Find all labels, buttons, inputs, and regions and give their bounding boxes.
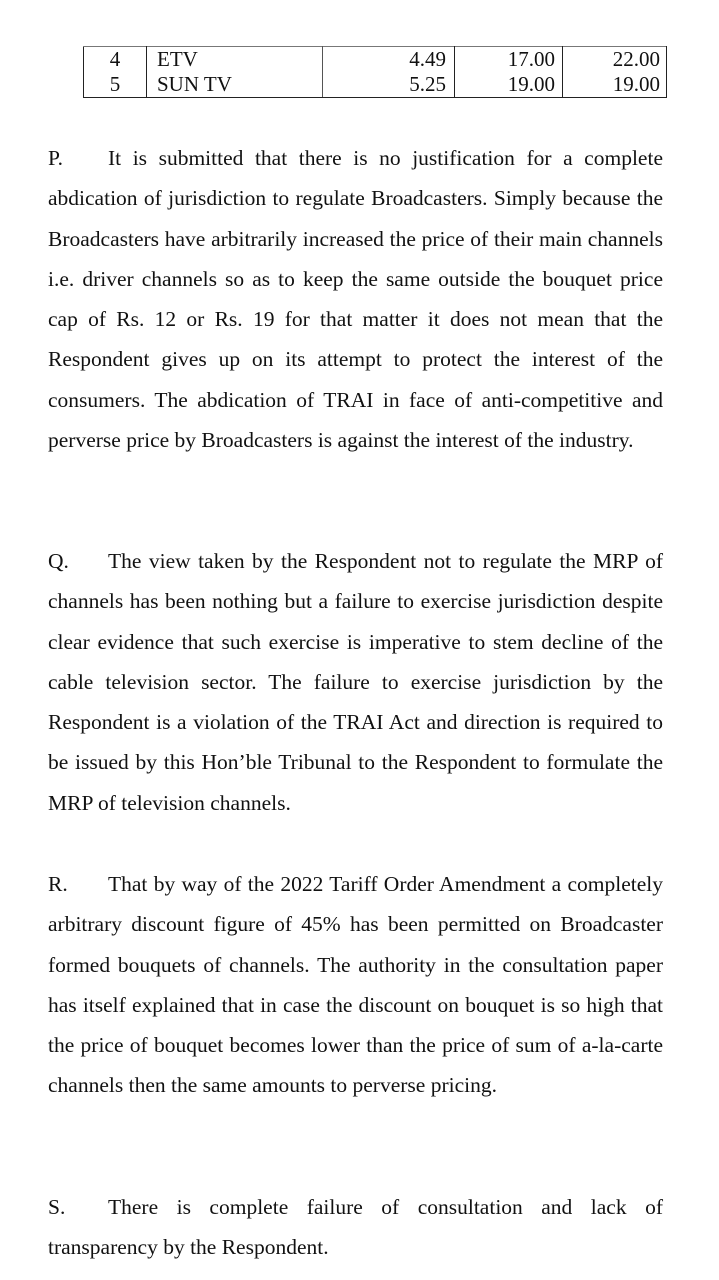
paragraph-text: The view taken by the Respondent not to regulate the MRP of channels has been nothing but a failure to exercise jurisdiction despite clear evidence that such exercise is imperative to stem decline of the cable television sector. The failure to exercise jurisdiction by the Respondent is a violation of the TRAI Act and direction is required to be issued by this Hon’ble Tribunal to the Respondent to formulate the MRP of television channels. xyxy=(48,549,663,815)
channel-name: ETV xyxy=(147,47,323,73)
paragraph-marker: R. xyxy=(48,872,68,896)
price-cell: 5.25 xyxy=(323,72,455,98)
table-row xyxy=(84,72,667,98)
channel-name: SUN TV xyxy=(147,72,323,98)
paragraph-text: That by way of the 2022 Tariff Order Amendment a completely arbitrary discount figure of 45% has been permitted on Broadcaster formed bouquets of channels. The authority in the consultation paper has itself explained that in case the discount on bouquet is so high that the price of bouquet becomes lower than the price of sum of a-la-carte channels then the same amounts to perverse pricing. xyxy=(48,872,663,1098)
paragraph-marker: S. xyxy=(48,1195,66,1219)
paragraph-text: There is complete failure of consultation and lack of transparency by the Respondent. xyxy=(48,1195,663,1260)
row-number: 5 xyxy=(84,72,147,98)
paragraph-q xyxy=(48,541,663,823)
paragraph-r xyxy=(48,864,663,1106)
price-cell: 19.00 xyxy=(455,72,563,98)
price-cell: 4.49 xyxy=(323,47,455,73)
table-row xyxy=(84,47,667,73)
paragraph-p xyxy=(48,138,663,460)
channel-price-table xyxy=(83,46,667,98)
price-cell: 19.00 xyxy=(563,72,667,98)
price-cell: 22.00 xyxy=(563,47,667,73)
paragraph-text: It is submitted that there is no justification for a complete abdication of jurisdiction to regulate Broadcasters. Simply because the Broadcasters have arbitrarily increased the price of their main channels i.e. driver channels so as to keep the same outside the bouquet price cap of Rs. 12 or Rs. 19 for that matter it does not mean that the Respondent gives up on its attempt to protect the interest of the consumers. The abdication of TRAI in face of anti-competitive and perverse price by Broadcasters is against the interest of the industry. xyxy=(48,146,663,453)
row-number: 4 xyxy=(84,47,147,73)
paragraph-marker: P. xyxy=(48,146,63,170)
paragraph-marker: Q. xyxy=(48,549,69,573)
price-cell: 17.00 xyxy=(455,47,563,73)
paragraph-s xyxy=(48,1187,663,1268)
